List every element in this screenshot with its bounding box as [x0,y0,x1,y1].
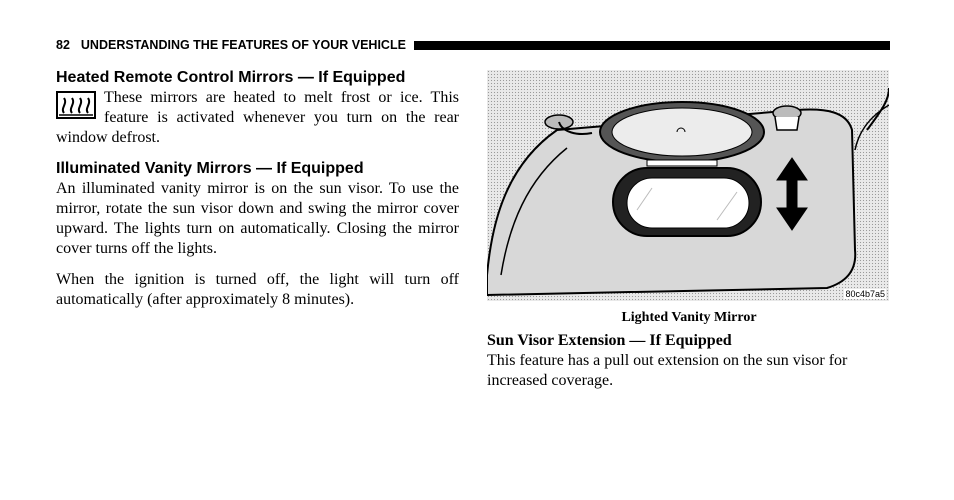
right-column [487,70,891,391]
running-title: UNDERSTANDING THE FEATURES OF YOUR VEHICLE [80,38,406,52]
vanity-mirrors-paragraph-2: When the ignition is turned off, the light will turn off automatically (after approximately 8 minutes). [56,271,459,308]
vanity-mirror-illustration [487,70,889,301]
page-header [56,37,890,53]
heated-mirrors-paragraph [56,88,459,148]
left-column [56,68,459,310]
figure-caption: Lighted Vanity Mirror [621,310,757,325]
vanity-mirrors-heading: Illuminated Vanity Mirrors — If Equipped [56,160,364,177]
figure-code: 80c4b7a5 [845,289,885,299]
header-rule [414,41,890,50]
heated-mirrors-text: These mirrors are heated to melt frost or ice. This feature is activated whenever you turn on the rear window defrost. [56,89,459,146]
rear-defrost-icon [56,91,96,119]
heated-mirrors-heading: Heated Remote Control Mirrors — If Equipped [56,69,406,86]
vanity-mirrors-paragraph-1: An illuminated vanity mirror is on the sun visor. To use the mirror, rotate the sun visor down and swing the mirror cover upward. The lights turn on automatically. Closing the mirror cover turns off the lights. [56,180,459,257]
page-number: 82 [56,38,70,52]
sun-visor-extension-paragraph: This feature has a pull out extension on the sun visor for increased coverage. [487,352,848,389]
sun-visor-extension-heading: Sun Visor Extension — If Equipped [487,332,732,349]
